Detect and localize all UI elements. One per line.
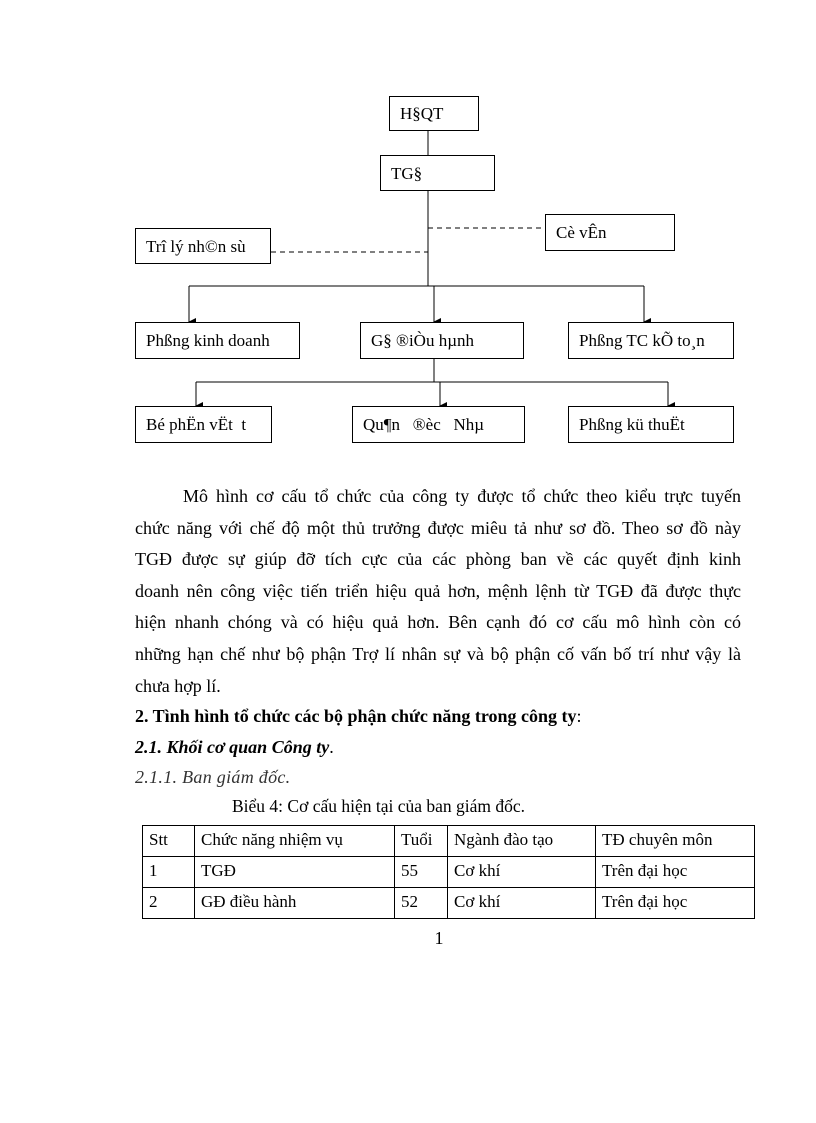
table-cell: Cơ khí [448,857,596,888]
page-number: 1 [434,928,444,948]
subsubsection-heading: 2.1.1. Ban giám đốc. [135,767,291,787]
section-heading [135,706,582,727]
paragraph-line: TGĐ được sự giúp đỡ tích cực của các phòng ban về các quyết định kinh [135,549,741,570]
section-heading-suffix: : [576,706,582,726]
table-cell: Trên đại học [596,857,755,888]
table-header-cell: Ngành đào tạo [448,826,596,857]
table-header-cell: Chức năng nhiệm vụ [195,826,395,857]
subsection-heading-suffix: . [329,737,334,757]
subsection-heading-text: 2.1. Khối cơ quan Công ty [135,737,330,757]
supply-unit-box: Bé phËn vËt t [135,406,272,443]
table-cell: 55 [395,857,448,888]
org-chart-connectors [0,0,816,460]
board-box: H§QT [389,96,479,131]
paragraph-line: chức năng với chế độ một thủ trưởng được miêu tả như sơ đồ. Theo sơ đồ này [135,517,741,538]
paragraph-line: doanh nên công việc tiến triển hiệu quả hơn, mệnh lệnh từ TGĐ đã được thực [135,580,741,601]
subsection-heading [135,737,334,758]
table-cell: Trên đại học [596,888,755,919]
management-board-table [142,825,755,919]
table-header-row [143,826,755,857]
table-cell: 1 [143,857,195,888]
table-header-cell: Tuổi [395,826,448,857]
table-header-cell: Stt [143,826,195,857]
table-header-cell: TĐ chuyên môn [596,826,755,857]
table-cell: 52 [395,888,448,919]
table-row [143,857,755,888]
paragraph-line: chưa hợp lí. [135,675,221,696]
table-cell: Cơ khí [448,888,596,919]
advisor-box: Cè vÊn [545,214,675,251]
workshop-manager-box: Qu¶n ®èc Nhµ [352,406,525,443]
paragraph-line: Mô hình cơ cấu tổ chức của công ty được tổ chức theo kiểu trực tuyến [183,486,741,506]
operations-director-box: G§ ®iÒu hµnh [360,322,524,359]
sales-dept-box: Phßng kinh doanh [135,322,300,359]
table-caption: Biểu 4: Cơ cấu hiện tại của ban giám đốc. [232,796,526,816]
table-row [143,888,755,919]
table-cell: 2 [143,888,195,919]
tech-dept-box: Phßng kü thuËt [568,406,734,443]
description-paragraph [135,481,741,702]
finance-dept-box: Phßng TC kÕ to¸n [568,322,734,359]
table-cell: TGĐ [195,857,395,888]
hr-assistant-box: Trî lý nh©n sù [135,228,271,264]
table-cell: GĐ điều hành [195,888,395,919]
paragraph-line: những hạn chế như bộ phận Trợ lí nhân sự và bộ phận cố vấn bố trí như vậy là [135,643,741,664]
section-heading-text: 2. Tình hình tổ chức các bộ phận chức năng trong công ty [135,706,577,726]
ceo-box: TG§ [380,155,495,191]
paragraph-line: hiện nhanh chóng và có hiệu quả hơn. Bên cạnh đó cơ cấu mô hình còn có [135,612,741,633]
